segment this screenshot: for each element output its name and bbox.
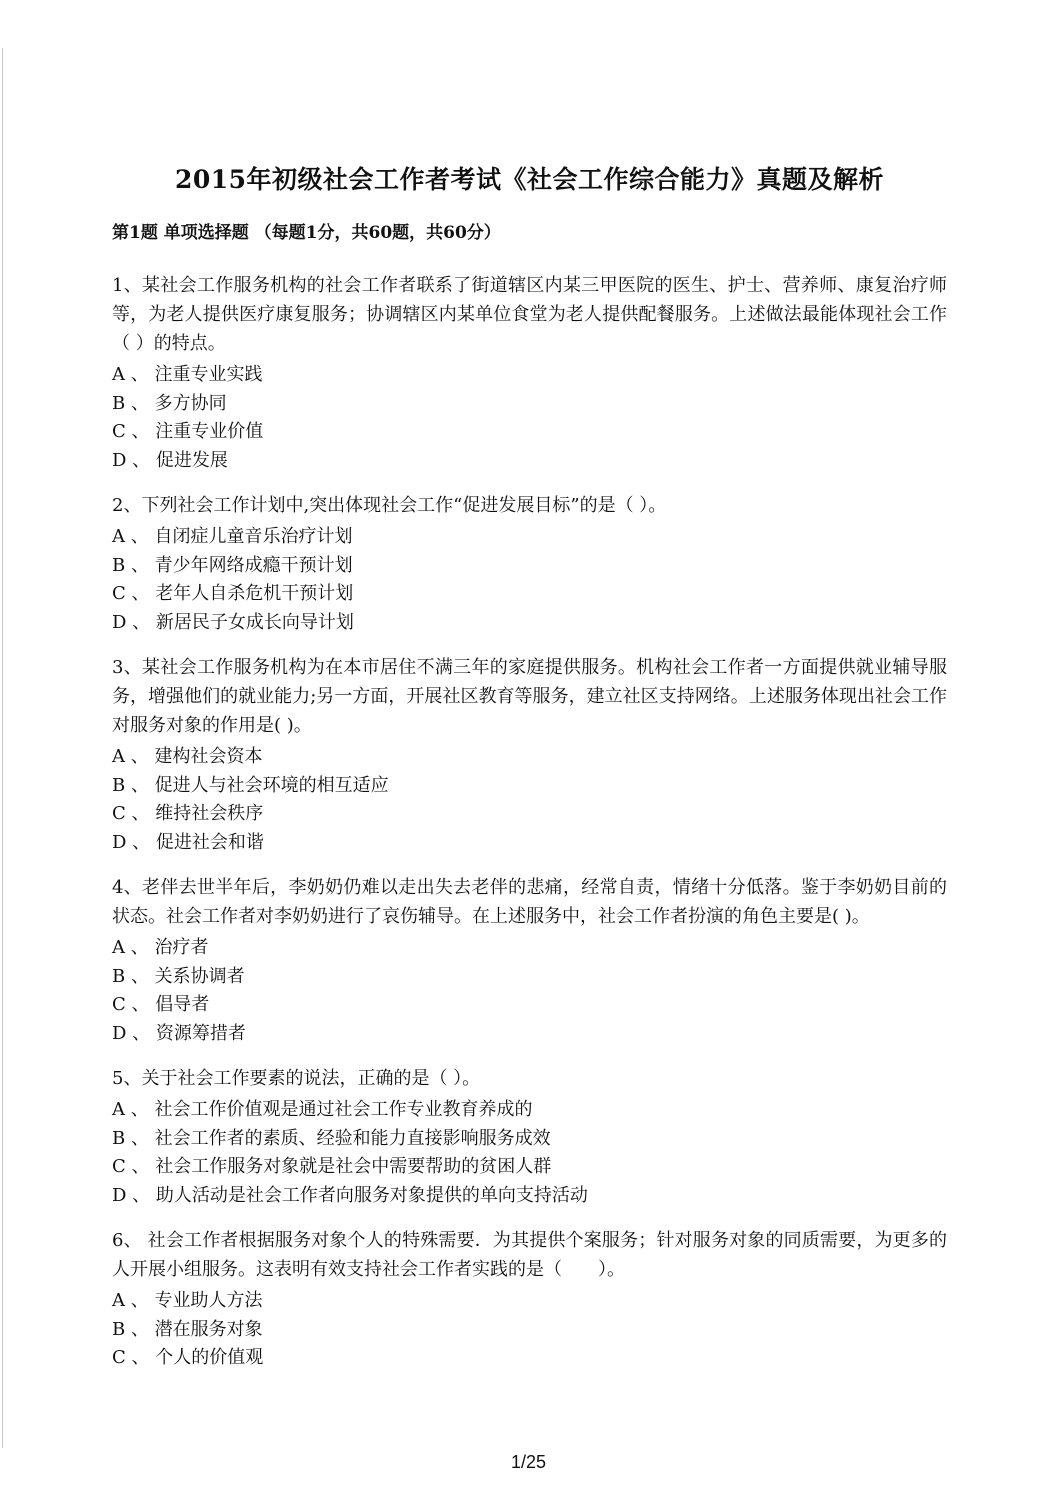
option-d: D 、 促进发展 <box>112 449 228 471</box>
question-1 <box>112 271 947 475</box>
page-number: 1/25 <box>510 1452 547 1472</box>
option-a: A 、 自闭症儿童音乐治疗计划 <box>112 526 353 547</box>
option-c: C 、 老年人自杀危机干预计划 <box>112 583 354 604</box>
option-a: A 、 社会工作价值观是通过社会工作专业教育养成的 <box>112 1099 533 1120</box>
option-c: C 、 社会工作服务对象就是社会中需要帮助的贫困人群 <box>112 1156 552 1177</box>
option-d: D 、 资源筹措者 <box>112 1022 246 1044</box>
question-stem: 4、老伴去世半年后，李奶奶仍难以走出失去老伴的悲痛，经常自责，情绪十分低落。鉴于李奶奶目前的状态。社会工作者对李奶奶进行了哀伤辅导。在上述服务中，社会工作者扮演的角色主要是( )。 <box>112 877 947 927</box>
question-stem: 5、关于社会工作要素的说法，正确的是（ ）。 <box>112 1068 481 1089</box>
question-stem: 2、下列社会工作计划中,突出体现社会工作“促进发展目标”的是（ ）。 <box>112 495 667 516</box>
question-stem: 1、某社会工作服务机构的社会工作者联系了街道辖区内某三甲医院的医生、护士、营养师、康复治疗师等，为老人提供医疗康复服务；协调辖区内某单位食堂为老人提供配餐服务。上述做法最能体现社会工作（ ）的特点。 <box>112 275 947 354</box>
question-6 <box>112 1226 947 1373</box>
option-b: B 、 多方协同 <box>112 392 227 414</box>
option-d: D 、 助人活动是社会工作者向服务对象提供的单向支持活动 <box>112 1184 588 1206</box>
option-c: C 、 注重专业价值 <box>112 421 264 442</box>
question-stem: 3、某社会工作服务机构为在本市居住不满三年的家庭提供服务。机构社会工作者一方面提供就业辅导服务，增强他们的就业能力;另一方面，开展社区教育等服务，建立社区支持网络。上述服务体现出社会工作对服务对象的作用是( )。 <box>112 657 947 736</box>
option-b: B 、 关系协调者 <box>112 965 245 987</box>
option-a: A 、 注重专业实践 <box>112 364 263 385</box>
question-2 <box>112 491 947 637</box>
option-b: B 、 社会工作者的素质、经验和能力直接影响服务成效 <box>112 1127 551 1149</box>
option-b: B 、 促进人与社会环境的相互适应 <box>112 774 389 796</box>
option-c: C 、 个人的价值观 <box>112 1347 264 1368</box>
option-c: C 、 倡导者 <box>112 994 210 1015</box>
option-c: C 、 维持社会秩序 <box>112 803 264 824</box>
option-a: A 、 建构社会资本 <box>112 746 263 767</box>
option-a: A 、 专业助人方法 <box>112 1290 263 1311</box>
option-a: A 、 治疗者 <box>112 937 209 958</box>
question-3 <box>112 653 947 857</box>
question-4 <box>112 873 947 1048</box>
question-stem: 6、 社会工作者根据服务对象个人的特殊需要．为其提供个案服务；针对服务对象的同质需要，为更多的人开展小组服务。这表明有效支持社会工作者实践的是（ ）。 <box>112 1230 947 1280</box>
page-edge-rule <box>2 48 3 1448</box>
option-b: B 、 潜在服务对象 <box>112 1318 263 1340</box>
option-d: D 、 新居民子女成长向导计划 <box>112 611 354 633</box>
option-d: D 、 促进社会和谐 <box>112 831 264 853</box>
option-b: B 、 青少年网络成瘾干预计划 <box>112 554 353 576</box>
section-heading: 第1题 单项选择题 （每题1分，共60题，共60分） <box>112 223 501 243</box>
document-page <box>112 160 947 1389</box>
question-5 <box>112 1064 947 1210</box>
document-title: 2015年初级社会工作者考试《社会工作综合能力》真题及解析 <box>174 165 885 194</box>
